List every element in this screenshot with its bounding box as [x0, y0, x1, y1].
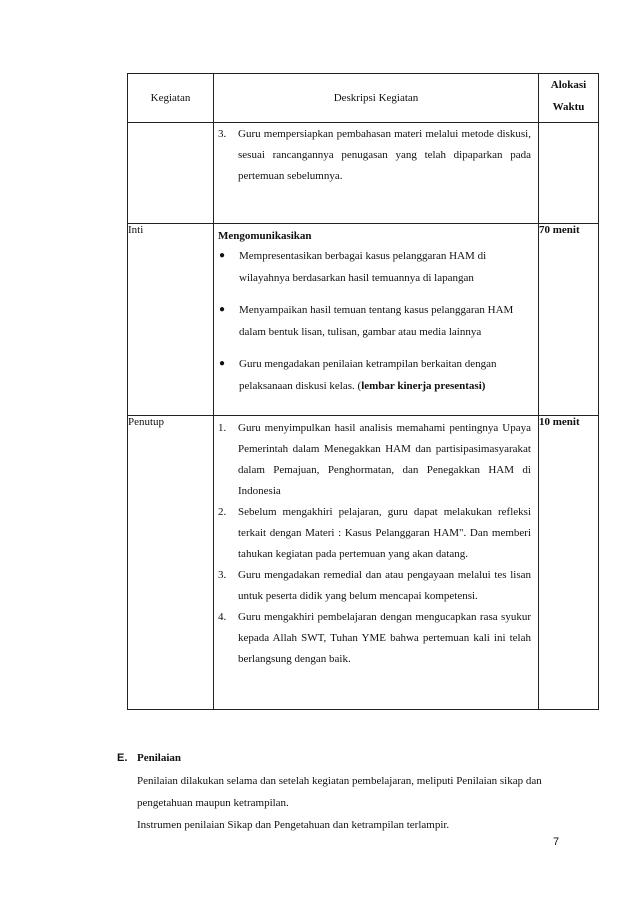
item-text: Menyampaikan hasil temuan tentang kasus pelanggaran HAM dalam bentuk lisan, tulisan, gambar atau media lainnya — [239, 304, 514, 338]
cell-deskripsi-continued — [214, 123, 539, 224]
cell-penutup-deskripsi — [214, 416, 539, 710]
page-number: 7 — [553, 836, 560, 848]
list-item — [214, 607, 538, 670]
header-alokasi-line2: Waktu — [552, 101, 585, 113]
item-number: 3. — [218, 128, 227, 140]
inti-bullets — [214, 245, 538, 397]
cell-alokasi-empty — [539, 123, 599, 224]
cell-inti-deskripsi — [214, 224, 539, 416]
list-item — [214, 299, 538, 343]
bullet-icon: ● — [219, 304, 226, 315]
list-item — [214, 124, 538, 187]
table-row-penutup — [128, 416, 599, 710]
bullet3-bold: lembar kinerja presentasi) — [361, 380, 486, 392]
list-item — [214, 418, 538, 502]
list-item — [214, 565, 538, 607]
bullet-icon: ● — [219, 358, 226, 369]
item-text: Sebelum mengakhiri pelajaran, guru dapat melakukan refleksi terkait dengan Materi : Kasus Pelanggaran HAM". Dan memberi tahukan kegiatan pada pertemuan yang akan datang. — [238, 506, 531, 560]
table-header-row — [128, 74, 599, 123]
item-number: 2. — [218, 506, 227, 518]
bullet3-text: Guru mengadakan penilaian ketrampilan berkaitan dengan pelaksanaan diskusi kelas. ( — [239, 358, 497, 392]
table-row-continued — [128, 123, 599, 224]
bullet-icon: ● — [219, 250, 226, 261]
item-number: 3. — [218, 569, 227, 581]
continued-list — [214, 124, 538, 187]
cell-inti-label: Inti — [128, 224, 214, 416]
item-text: Mempresentasikan berbagai kasus pelanggaran HAM di wilayahnya berdasarkan hasil temuannya di lapangan — [239, 250, 487, 284]
item-text: Guru mempersiapkan pembahasan materi melalui metode diskusi, sesuai rancangannya penugasan yang telah dipaparkan pada pertemuan sebelumnya. — [238, 128, 531, 182]
item-number: 1. — [218, 422, 227, 434]
section-title: Penilaian — [137, 752, 182, 764]
inti-heading: Mengomunikasikan — [218, 230, 312, 242]
list-item — [214, 245, 538, 289]
section-paragraph-2: Instrumen penilaian Sikap dan Pengetahuan dan ketrampilan terlampir. — [137, 819, 450, 831]
section-penilaian — [117, 752, 587, 836]
cell-penutup-time: 10 menit — [539, 416, 599, 710]
header-deskripsi: Deskripsi Kegiatan — [214, 74, 539, 123]
item-text: Guru mengakhiri pembelajaran dengan mengucapkan rasa syukur kepada Allah SWT, Tuhan YME bahwa pertemuan kali ini telah berlangsung dengan baik. — [238, 611, 531, 665]
header-kegiatan: Kegiatan — [128, 74, 214, 123]
kegiatan-table — [127, 73, 599, 710]
header-alokasi — [539, 74, 599, 123]
list-item — [214, 502, 538, 565]
cell-kegiatan-empty — [128, 123, 214, 224]
item-text — [239, 353, 538, 397]
section-paragraph-1: Penilaian dilakukan selama dan setelah kegiatan pembelajaran, meliputi Penilaian sikap dan pengetahuan maupun ketrampilan. — [137, 775, 542, 809]
item-text: Guru menyimpulkan hasil analisis memahami pentingnya Upaya Pemerintah dalam Menegakkan HAM dan partisipasimasyarakat dalam Pemajuan, Penghormatan, dan Penegakkan HAM di Indonesia — [238, 422, 531, 497]
item-number: 4. — [218, 611, 227, 623]
cell-penutup-label: Penutup — [128, 416, 214, 710]
penutup-list — [214, 418, 538, 670]
section-letter: E. — [117, 752, 128, 764]
list-item — [214, 353, 538, 397]
header-alokasi-line1: Alokasi — [550, 79, 587, 91]
cell-inti-time: 70 menit — [539, 224, 599, 416]
item-text: Guru mengadakan remedial dan atau pengayaan melalui tes lisan untuk peserta didik yang belum mencapai kompetensi. — [238, 569, 531, 602]
section-heading — [117, 752, 587, 764]
table-row-inti — [128, 224, 599, 416]
